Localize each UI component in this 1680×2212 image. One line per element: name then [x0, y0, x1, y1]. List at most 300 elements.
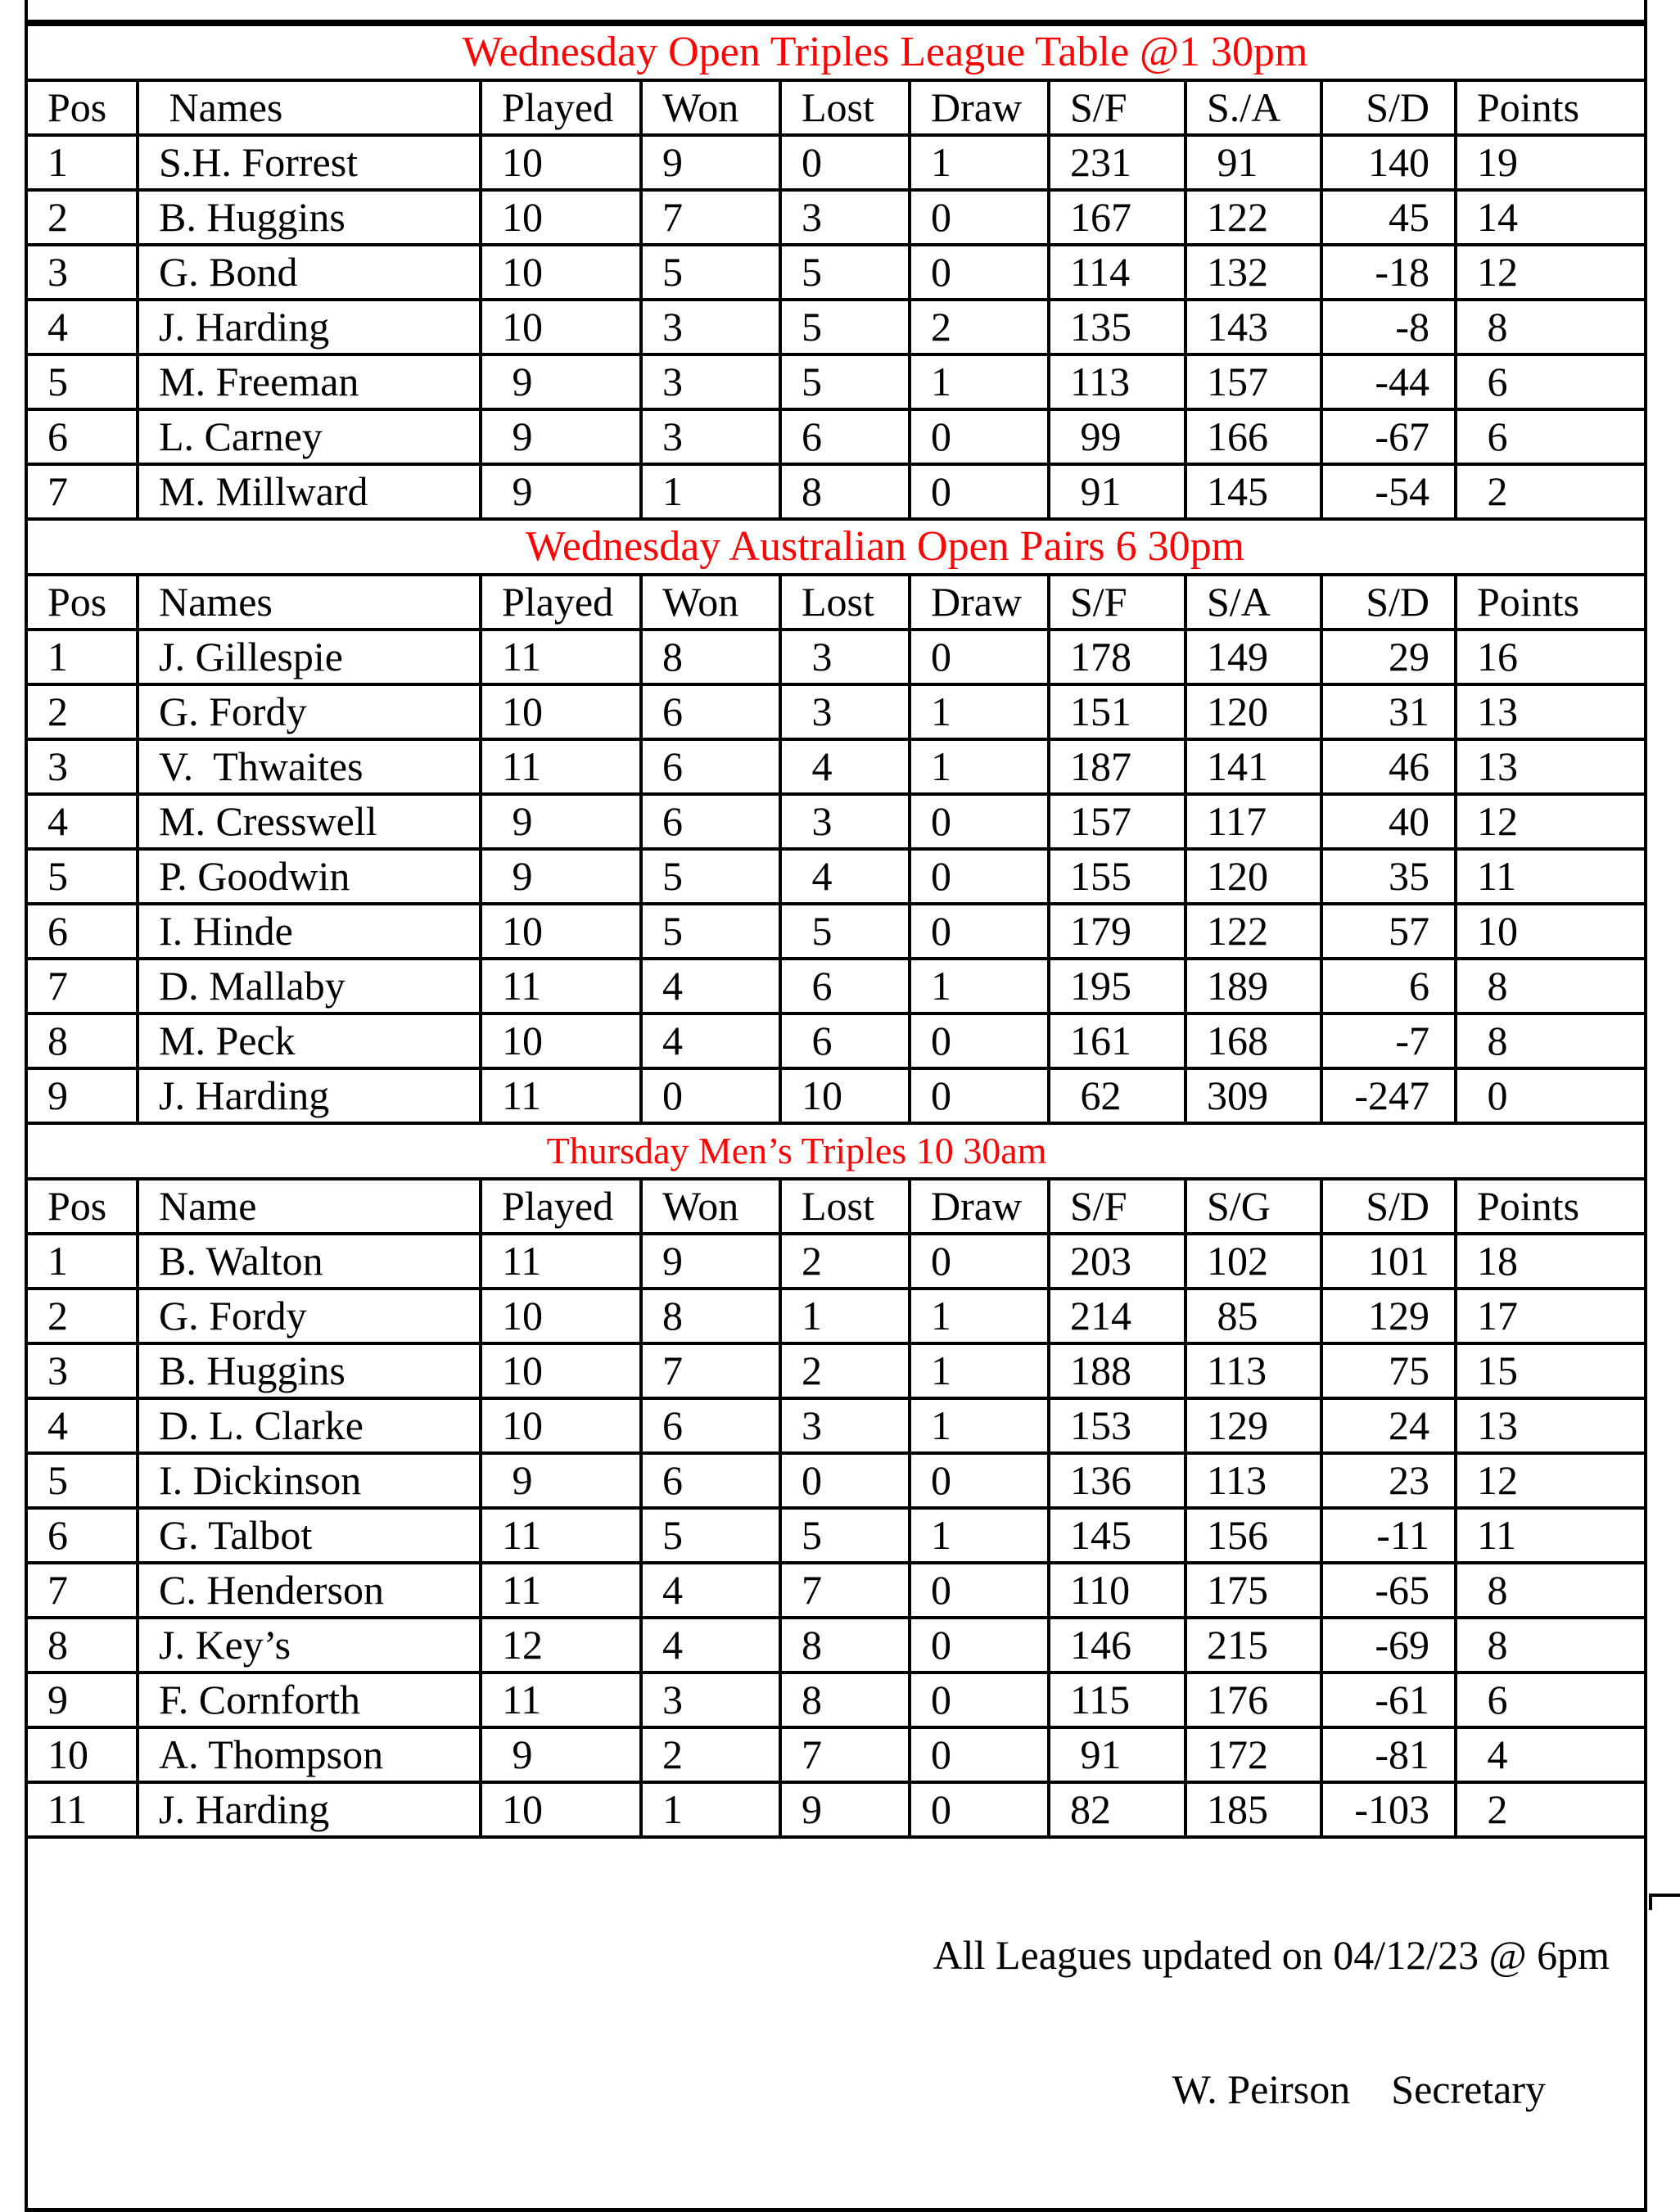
cell-pos: 2	[28, 684, 138, 739]
cell-sf: 167	[1049, 190, 1185, 245]
cell-sf: 91	[1049, 1727, 1185, 1782]
cell-sf: 146	[1049, 1618, 1185, 1673]
cell-points: 16	[1456, 630, 1644, 684]
cell-played: 9	[481, 1727, 641, 1782]
cell-name: M. Freeman	[138, 354, 481, 409]
col-header-sd: S/D	[1321, 1179, 1456, 1234]
cell-won: 4	[641, 1618, 780, 1673]
col-header-sa: S/G	[1185, 1179, 1321, 1234]
cell-sf: 136	[1049, 1453, 1185, 1508]
cell-sf: 62	[1049, 1068, 1185, 1123]
cell-pos: 7	[28, 959, 138, 1013]
cell-sf: 157	[1049, 794, 1185, 849]
cell-points: 14	[1456, 190, 1644, 245]
cell-points: 13	[1456, 1398, 1644, 1453]
next-page-corner-mark	[1649, 1894, 1680, 1910]
cell-won: 3	[641, 300, 780, 354]
cell-name: S.H. Forrest	[138, 135, 481, 190]
cell-sf: 99	[1049, 409, 1185, 464]
cell-name: I. Hinde	[138, 904, 481, 959]
cell-sd: 46	[1321, 739, 1456, 794]
col-header-pos: Pos	[28, 575, 138, 630]
cell-lost: 8	[780, 464, 910, 519]
cell-name: D. L. Clarke	[138, 1398, 481, 1453]
cell-played: 10	[481, 190, 641, 245]
cell-played: 9	[481, 464, 641, 519]
cell-pos: 9	[28, 1673, 138, 1727]
cell-won: 3	[641, 409, 780, 464]
cell-sd: -44	[1321, 354, 1456, 409]
cell-sa: 141	[1185, 739, 1321, 794]
cell-won: 1	[641, 1782, 780, 1837]
cell-name: J. Harding	[138, 300, 481, 354]
cell-draw: 0	[910, 1234, 1049, 1289]
footer-section	[28, 1837, 1644, 2208]
col-header-sf: S/F	[1049, 1179, 1185, 1234]
cell-played: 11	[481, 959, 641, 1013]
col-header-name: Names	[138, 575, 481, 630]
cell-won: 4	[641, 959, 780, 1013]
cell-sf: 188	[1049, 1343, 1185, 1398]
title-row	[28, 25, 1644, 80]
cell-name: M. Millward	[138, 464, 481, 519]
col-header-sd: S/D	[1321, 575, 1456, 630]
cell-draw: 0	[910, 1782, 1049, 1837]
league-title: Thursday Men’s Triples 10 30am	[28, 1123, 1644, 1179]
cell-played: 10	[481, 904, 641, 959]
table-row	[28, 1673, 1644, 1727]
col-header-played: Played	[481, 1179, 641, 1234]
cell-points: 8	[1456, 959, 1644, 1013]
table-row	[28, 1618, 1644, 1673]
cell-won: 1	[641, 464, 780, 519]
cell-sf: 135	[1049, 300, 1185, 354]
table-row	[28, 190, 1644, 245]
cell-points: 8	[1456, 1618, 1644, 1673]
cell-played: 9	[481, 849, 641, 904]
col-header-pos: Pos	[28, 80, 138, 135]
col-header-sd: S/D	[1321, 80, 1456, 135]
cell-draw: 0	[910, 1013, 1049, 1068]
cell-name: M. Cresswell	[138, 794, 481, 849]
cell-played: 10	[481, 135, 641, 190]
cell-pos: 4	[28, 300, 138, 354]
cell-sa: 122	[1185, 904, 1321, 959]
header-row	[28, 80, 1644, 135]
cell-draw: 1	[910, 1343, 1049, 1398]
cell-draw: 0	[910, 245, 1049, 300]
cell-won: 8	[641, 1289, 780, 1343]
cell-won: 5	[641, 904, 780, 959]
cell-played: 11	[481, 1508, 641, 1563]
cell-played: 9	[481, 409, 641, 464]
cell-pos: 1	[28, 630, 138, 684]
cell-name: A. Thompson	[138, 1727, 481, 1782]
col-header-won: Won	[641, 575, 780, 630]
table-row	[28, 1398, 1644, 1453]
cell-won: 3	[641, 1673, 780, 1727]
cell-won: 8	[641, 630, 780, 684]
cell-points: 11	[1456, 1508, 1644, 1563]
cell-name: G. Fordy	[138, 1289, 481, 1343]
cell-won: 2	[641, 1727, 780, 1782]
table-row	[28, 959, 1644, 1013]
cell-points: 19	[1456, 135, 1644, 190]
cell-lost: 1	[780, 1289, 910, 1343]
cell-name: C. Henderson	[138, 1563, 481, 1618]
cell-pos: 8	[28, 1618, 138, 1673]
cell-draw: 1	[910, 135, 1049, 190]
cell-sf: 179	[1049, 904, 1185, 959]
table-row	[28, 300, 1644, 354]
cell-played: 10	[481, 1782, 641, 1837]
title-row	[28, 519, 1644, 575]
table-row	[28, 1068, 1644, 1123]
col-header-name: Name	[138, 1179, 481, 1234]
cell-name: L. Carney	[138, 409, 481, 464]
cell-sf: 203	[1049, 1234, 1185, 1289]
cell-sd: 45	[1321, 190, 1456, 245]
cell-points: 12	[1456, 1453, 1644, 1508]
cell-sd: 24	[1321, 1398, 1456, 1453]
cell-sa: 113	[1185, 1343, 1321, 1398]
cell-lost: 2	[780, 1234, 910, 1289]
cell-name: V. Thwaites	[138, 739, 481, 794]
cell-lost: 7	[780, 1563, 910, 1618]
cell-played: 11	[481, 1068, 641, 1123]
cell-sd: 6	[1321, 959, 1456, 1013]
cell-lost: 3	[780, 190, 910, 245]
cell-sd: -69	[1321, 1618, 1456, 1673]
cell-draw: 0	[910, 1068, 1049, 1123]
cell-sd: -54	[1321, 464, 1456, 519]
cell-sa: 117	[1185, 794, 1321, 849]
cell-won: 6	[641, 1453, 780, 1508]
cell-lost: 5	[780, 1508, 910, 1563]
cell-draw: 0	[910, 1453, 1049, 1508]
cell-sf: 110	[1049, 1563, 1185, 1618]
cell-pos: 5	[28, 354, 138, 409]
cell-pos: 7	[28, 1563, 138, 1618]
cell-points: 6	[1456, 1673, 1644, 1727]
cell-pos: 2	[28, 1289, 138, 1343]
cell-points: 0	[1456, 1068, 1644, 1123]
cell-played: 9	[481, 1453, 641, 1508]
cell-sa: 102	[1185, 1234, 1321, 1289]
cell-sd: 23	[1321, 1453, 1456, 1508]
cell-sf: 178	[1049, 630, 1185, 684]
cell-points: 13	[1456, 739, 1644, 794]
cell-points: 11	[1456, 849, 1644, 904]
cell-won: 9	[641, 1234, 780, 1289]
col-header-played: Played	[481, 80, 641, 135]
cell-lost: 4	[780, 849, 910, 904]
cell-lost: 4	[780, 739, 910, 794]
cell-sd: -247	[1321, 1068, 1456, 1123]
cell-sa: 129	[1185, 1398, 1321, 1453]
cell-played: 10	[481, 1013, 641, 1068]
cell-won: 9	[641, 135, 780, 190]
cell-sa: 172	[1185, 1727, 1321, 1782]
cell-draw: 0	[910, 1673, 1049, 1727]
cell-played: 9	[481, 354, 641, 409]
table-row	[28, 354, 1644, 409]
cell-pos: 1	[28, 1234, 138, 1289]
cell-points: 12	[1456, 794, 1644, 849]
cell-points: 10	[1456, 904, 1644, 959]
cell-pos: 6	[28, 1508, 138, 1563]
cell-won: 4	[641, 1563, 780, 1618]
cell-sd: -67	[1321, 409, 1456, 464]
cell-lost: 5	[780, 245, 910, 300]
col-header-played: Played	[481, 575, 641, 630]
cell-draw: 0	[910, 1563, 1049, 1618]
cell-pos: 4	[28, 794, 138, 849]
cell-sd: -8	[1321, 300, 1456, 354]
league-rows	[28, 25, 1644, 1837]
cell-lost: 5	[780, 300, 910, 354]
cell-points: 6	[1456, 409, 1644, 464]
cell-sf: 214	[1049, 1289, 1185, 1343]
cell-sa: 309	[1185, 1068, 1321, 1123]
cell-sd: -18	[1321, 245, 1456, 300]
cell-pos: 2	[28, 190, 138, 245]
col-header-won: Won	[641, 80, 780, 135]
cell-name: F. Cornforth	[138, 1673, 481, 1727]
cell-sf: 113	[1049, 354, 1185, 409]
cell-draw: 0	[910, 904, 1049, 959]
cell-draw: 0	[910, 1727, 1049, 1782]
footer-row	[28, 1837, 1644, 2208]
cell-sa: 145	[1185, 464, 1321, 519]
cell-name: J. Harding	[138, 1068, 481, 1123]
cell-sf: 91	[1049, 464, 1185, 519]
cell-points: 15	[1456, 1343, 1644, 1398]
cell-points: 18	[1456, 1234, 1644, 1289]
footer-cell	[28, 1837, 1644, 2208]
cell-won: 6	[641, 794, 780, 849]
cell-sa: 176	[1185, 1673, 1321, 1727]
table-row	[28, 904, 1644, 959]
cell-lost: 2	[780, 1343, 910, 1398]
cell-sd: -65	[1321, 1563, 1456, 1618]
cell-sa: 122	[1185, 190, 1321, 245]
cell-played: 10	[481, 1398, 641, 1453]
table-row	[28, 1782, 1644, 1837]
cell-won: 7	[641, 190, 780, 245]
cell-sd: -11	[1321, 1508, 1456, 1563]
cell-lost: 7	[780, 1727, 910, 1782]
cell-pos: 11	[28, 1782, 138, 1837]
col-header-lost: Lost	[780, 80, 910, 135]
cell-sa: 120	[1185, 849, 1321, 904]
cell-draw: 1	[910, 684, 1049, 739]
cell-draw: 0	[910, 1618, 1049, 1673]
cell-sd: 40	[1321, 794, 1456, 849]
cell-played: 11	[481, 739, 641, 794]
cell-sf: 231	[1049, 135, 1185, 190]
cell-lost: 6	[780, 409, 910, 464]
cell-sd: 101	[1321, 1234, 1456, 1289]
cell-draw: 0	[910, 464, 1049, 519]
cell-sa: 185	[1185, 1782, 1321, 1837]
cell-sf: 114	[1049, 245, 1185, 300]
table-row	[28, 849, 1644, 904]
cell-points: 17	[1456, 1289, 1644, 1343]
cell-sa: 132	[1185, 245, 1321, 300]
league-sheet-border	[25, 0, 1647, 2212]
col-header-sa: S./A	[1185, 80, 1321, 135]
cell-lost: 8	[780, 1673, 910, 1727]
cell-lost: 0	[780, 1453, 910, 1508]
table-row	[28, 1453, 1644, 1508]
col-header-won: Won	[641, 1179, 780, 1234]
cell-points: 8	[1456, 1013, 1644, 1068]
cell-pos: 5	[28, 849, 138, 904]
cell-draw: 1	[910, 1398, 1049, 1453]
cell-lost: 5	[780, 354, 910, 409]
cell-sf: 145	[1049, 1508, 1185, 1563]
cell-sd: 75	[1321, 1343, 1456, 1398]
cell-points: 8	[1456, 1563, 1644, 1618]
cell-sf: 82	[1049, 1782, 1185, 1837]
cell-won: 3	[641, 354, 780, 409]
cell-draw: 0	[910, 849, 1049, 904]
cell-name: J. Key’s	[138, 1618, 481, 1673]
cell-name: B. Walton	[138, 1234, 481, 1289]
col-header-points: Points	[1456, 575, 1644, 630]
cell-name: I. Dickinson	[138, 1453, 481, 1508]
cell-sa: 166	[1185, 409, 1321, 464]
cell-won: 0	[641, 1068, 780, 1123]
cell-sf: 161	[1049, 1013, 1185, 1068]
cell-draw: 0	[910, 630, 1049, 684]
cell-won: 7	[641, 1343, 780, 1398]
cell-points: 8	[1456, 300, 1644, 354]
col-header-sa: S/A	[1185, 575, 1321, 630]
cell-name: G. Fordy	[138, 684, 481, 739]
cell-sa: 91	[1185, 135, 1321, 190]
cell-draw: 2	[910, 300, 1049, 354]
cell-lost: 3	[780, 1398, 910, 1453]
cell-pos: 3	[28, 245, 138, 300]
cell-lost: 9	[780, 1782, 910, 1837]
cell-lost: 3	[780, 630, 910, 684]
cell-sd: -81	[1321, 1727, 1456, 1782]
cell-sa: 168	[1185, 1013, 1321, 1068]
cell-name: M. Peck	[138, 1013, 481, 1068]
table-row	[28, 684, 1644, 739]
table-row	[28, 630, 1644, 684]
table-row	[28, 1508, 1644, 1563]
cell-lost: 0	[780, 135, 910, 190]
cell-pos: 3	[28, 1343, 138, 1398]
table-row	[28, 1343, 1644, 1398]
cell-draw: 1	[910, 1508, 1049, 1563]
cell-points: 12	[1456, 245, 1644, 300]
table-row	[28, 739, 1644, 794]
cell-won: 6	[641, 684, 780, 739]
cell-pos: 5	[28, 1453, 138, 1508]
cell-lost: 6	[780, 959, 910, 1013]
cell-pos: 9	[28, 1068, 138, 1123]
cell-name: B. Huggins	[138, 1343, 481, 1398]
cell-played: 10	[481, 245, 641, 300]
table-row	[28, 1013, 1644, 1068]
cell-name: B. Huggins	[138, 190, 481, 245]
league-title: Wednesday Australian Open Pairs 6 30pm	[28, 519, 1644, 575]
table-row	[28, 1234, 1644, 1289]
cell-played: 11	[481, 1563, 641, 1618]
table-row	[28, 794, 1644, 849]
cell-draw: 0	[910, 794, 1049, 849]
cell-sd: 29	[1321, 630, 1456, 684]
cell-lost: 5	[780, 904, 910, 959]
cell-sa: 189	[1185, 959, 1321, 1013]
cell-lost: 3	[780, 684, 910, 739]
title-row	[28, 1123, 1644, 1179]
cell-name: P. Goodwin	[138, 849, 481, 904]
cell-sf: 187	[1049, 739, 1185, 794]
cell-sa: 215	[1185, 1618, 1321, 1673]
col-header-draw: Draw	[910, 80, 1049, 135]
cell-sd: -7	[1321, 1013, 1456, 1068]
cell-sf: 155	[1049, 849, 1185, 904]
cell-sd: -61	[1321, 1673, 1456, 1727]
cell-sd: -103	[1321, 1782, 1456, 1837]
col-header-sf: S/F	[1049, 80, 1185, 135]
cell-name: J. Harding	[138, 1782, 481, 1837]
cell-draw: 1	[910, 354, 1049, 409]
col-header-points: Points	[1456, 80, 1644, 135]
cell-points: 6	[1456, 354, 1644, 409]
table-row	[28, 1563, 1644, 1618]
cell-sa: 157	[1185, 354, 1321, 409]
header-row	[28, 1179, 1644, 1234]
cell-sf: 151	[1049, 684, 1185, 739]
cell-sa: 175	[1185, 1563, 1321, 1618]
col-header-points: Points	[1456, 1179, 1644, 1234]
cell-points: 13	[1456, 684, 1644, 739]
footer-secretary-text: W. Peirson Secretary	[1172, 2066, 1547, 2112]
cell-pos: 7	[28, 464, 138, 519]
cell-lost: 10	[780, 1068, 910, 1123]
col-header-lost: Lost	[780, 575, 910, 630]
cell-sa: 149	[1185, 630, 1321, 684]
cell-sa: 143	[1185, 300, 1321, 354]
cell-won: 4	[641, 1013, 780, 1068]
cell-points: 2	[1456, 464, 1644, 519]
cell-played: 10	[481, 684, 641, 739]
cell-won: 5	[641, 849, 780, 904]
cell-played: 11	[481, 630, 641, 684]
cell-played: 9	[481, 794, 641, 849]
cell-name: G. Bond	[138, 245, 481, 300]
cell-sf: 153	[1049, 1398, 1185, 1453]
cell-draw: 0	[910, 190, 1049, 245]
cell-draw: 1	[910, 1289, 1049, 1343]
table-row	[28, 1727, 1644, 1782]
cell-draw: 1	[910, 959, 1049, 1013]
cell-played: 11	[481, 1234, 641, 1289]
cell-sd: 57	[1321, 904, 1456, 959]
cell-played: 10	[481, 1289, 641, 1343]
cell-sa: 85	[1185, 1289, 1321, 1343]
cell-played: 12	[481, 1618, 641, 1673]
cell-played: 10	[481, 1343, 641, 1398]
cell-pos: 4	[28, 1398, 138, 1453]
col-header-sf: S/F	[1049, 575, 1185, 630]
